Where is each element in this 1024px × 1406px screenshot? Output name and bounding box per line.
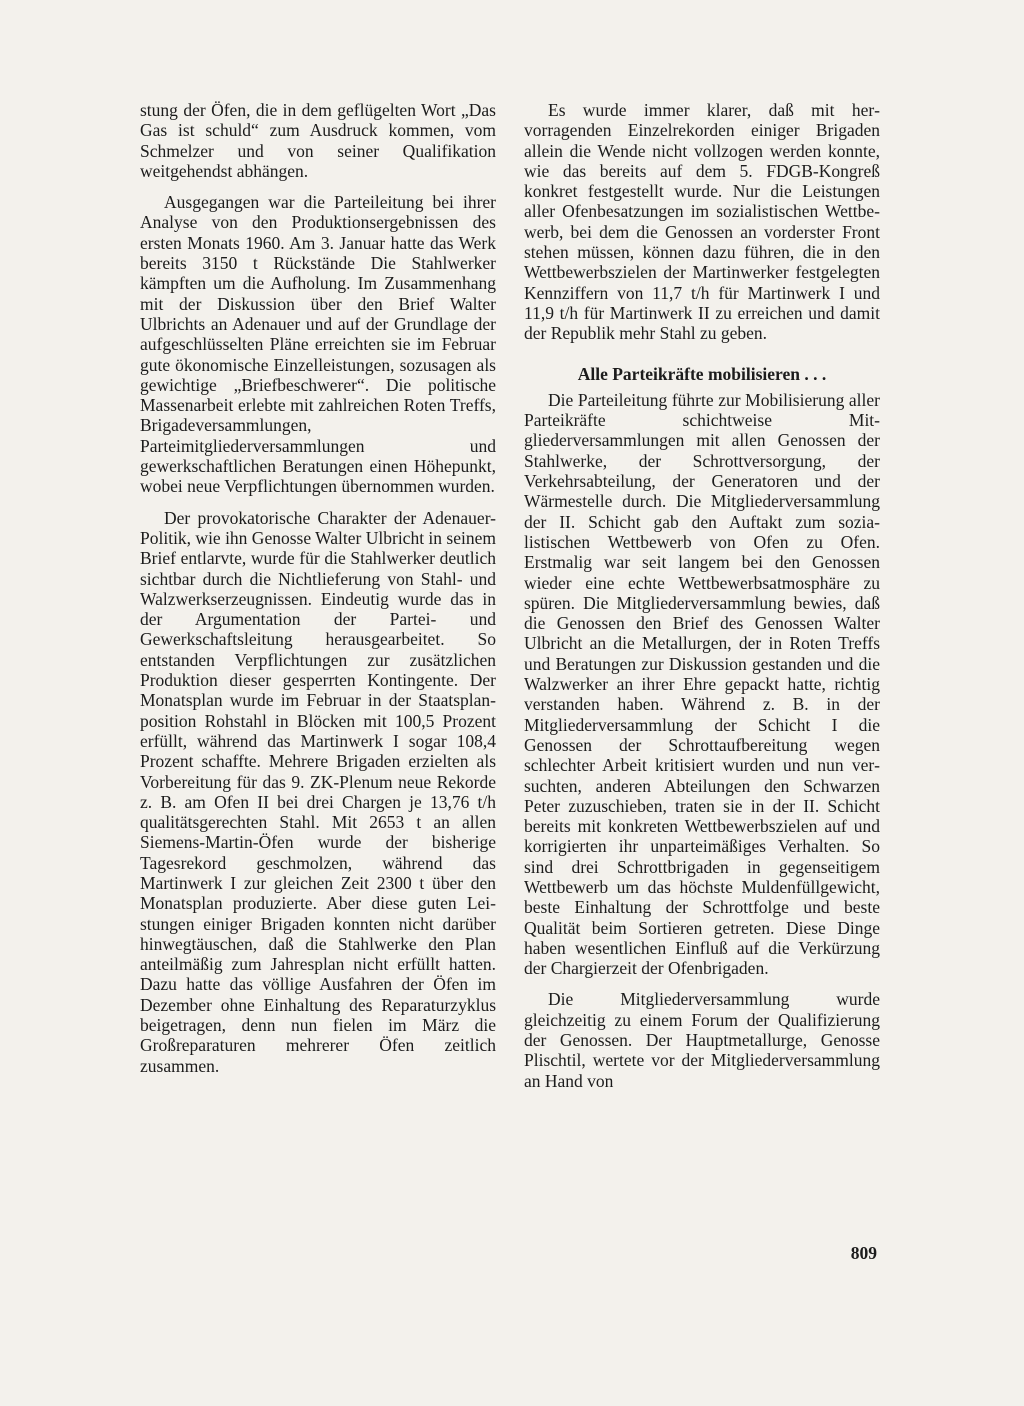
paragraph: stung der Öfen, die in dem geflügelten Wort „Das Gas ist schuld“ zum Ausdruck kommen, vom Schmelzer und von seiner Qualifikation weitgehendst abhängen. [140, 100, 496, 181]
paragraph: Es wurde immer klarer, daß mit hervorragenden Einzelrekorden einiger Brigaden allein die Wende nicht vollzogen werden konnte, wie das bereits auf dem 5. FDGB-Kongreß konkret festgestellt wurde. Nur die Leistungen aller Ofenbesatzungen im sozialistischen Wettbewerb, bei dem die Genossen an vorderster Front stehen müssen, können dazu führen, die in den Wettbewerbszielen der Martinwerker festgelegten Kennziffern von 11,7 t/h für Martinwerk I und 11,9 t/h für Martinwerk II zu erreichen und damit der Republik mehr Stahl zu geben. [524, 100, 880, 344]
paragraph: Die Mitgliederversammlung wurde gleichzeitig zu einem Forum der Qualifizierung der Genossen. Der Hauptmetallurge, Genosse Plischtil, wertete vor der Mitgliederversammlung an Hand von [524, 989, 880, 1091]
paragraph: Der provokatorische Charakter der Adenauer-Politik, wie ihn Genosse Walter Ulbricht in seinem Brief entlarvte, wurde für die Stahlwerker deutlich sichtbar durch die Nichtlieferung von Stahl- und Walzwerkserzeugnissen. Eindeutig wurde das in der Argumentation der Partei- und Gewerkschaftsleitung herausgearbeitet. So entstanden Verpflichtungen zur zusätzlichen Produktion dieser gesperrten Kontingente. Der Monatsplan wurde im Februar in der Staatsplanposition Rohstahl in Blöcken mit 100,5 Prozent erfüllt, während das Martinwerk I sogar 108,4 Prozent schaffte. Mehrere Brigaden erzielten als Vorbereitung für das 9. ZK-Plenum neue Rekorde z. B. am Ofen II bei drei Chargen je 13,76 t/h qualitätsgerechten Stahl. Mit 2653 t an allen Siemens-Martin-Öfen wurde der bisherige Tagesrekord geschmolzen, während das Martinwerk I zur gleichen Zeit 2300 t über den Monatsplan produzierte. Aber diese guten Leistungen einiger Brigaden konnten nicht darüber hinwegtäuschen, daß die Stahlwerke den Plan anteilmäßig zum Jahresplan nicht erfüllt hatten. Dazu hatte das völlige Ausfahren der Öfen im Dezember ohne Einhaltung des Reparaturzyklus beigetragen, denn nun fielen im März die Großreparaturen mehrerer Öfen zeitlich zusammen. [140, 507, 496, 1076]
paragraph: Ausgegangen war die Parteileitung bei ihrer Analyse von den Produktionsergebnissen des ersten Monats 1960. Am 3. Januar hatte das Werk bereits 3150 t Rückstände Die Stahlwerker kämpften um die Aufholung. Im Zusammenhang mit der Diskussion über den Brief Walter Ulbrichts an Adenauer und auf der Grundlage der aufgeschlüsselten Pläne erreichten sie im Februar gute ökonomische Einzelleistungen, sozusagen als gewichtige „Briefbeschwerer“. Die politische Massenarbeit erlebte mit zahlreichen Roten Treffs, Brigadeversammlungen, Parteimitgliederversammlungen und gewerkschaftlichen Beratungen einen Höhepunkt, wobei neue Verpflichtungen übernommen wurden. [140, 192, 496, 497]
page-number: 809 [850, 1243, 877, 1263]
left-column [140, 100, 496, 1087]
paragraph: Die Parteileitung führte zur Mobilisierung aller Parteikräfte schichtweise Mitgliederversammlungen mit allen Genossen der Stahlwerke, der Schrottversorgung, der Verkehrsabteilung, der Generatoren und der Wärmestelle durch. Die Mitgliederversammlung der II. Schicht gab den Auftakt zum sozialistischen Wettbewerb von Ofen zu Ofen. Erstmalig war seit langem bei den Genossen wieder eine echte Wettbewerbsatmosphäre zu spüren. Die Mitgliederversammlung bewies, daß die Genossen den Brief des Genossen Walter Ulbricht an die Metallurgen, der in Roten Treffs und Beratungen zur Diskussion gestanden und die Walzwerker an ihrer Ehre gepackt hatte, richtig verstanden haben. Während z. B. in der Mitgliederversammlung der Schicht I die Genossen der Schrottaufbereitung wegen schlechter Arbeit kritisiert wurden und nun versuchten, anderen Abteilungen den Schwarzen Peter zuzuschieben, traten sie in der II. Schicht bereits mit konkreten Wettbewerbszielen auf und korrigierten ihr unparteimäßiges Verhalten. So sind drei Schrottbrigaden in gegenseitigem Wettbewerb um das höchste Muldenfüllgewicht, beste Einhaltung der Schrottfolge und beste Qualität beim Sortieren getreten. Diese Dinge haben wesentlichen Einfluß auf die Verkürzung der Chargierzeit der Ofenbrigaden. [524, 389, 880, 979]
section-heading: Alle Parteikräfte mobilisieren . . . [577, 363, 827, 384]
right-column [524, 100, 880, 1102]
